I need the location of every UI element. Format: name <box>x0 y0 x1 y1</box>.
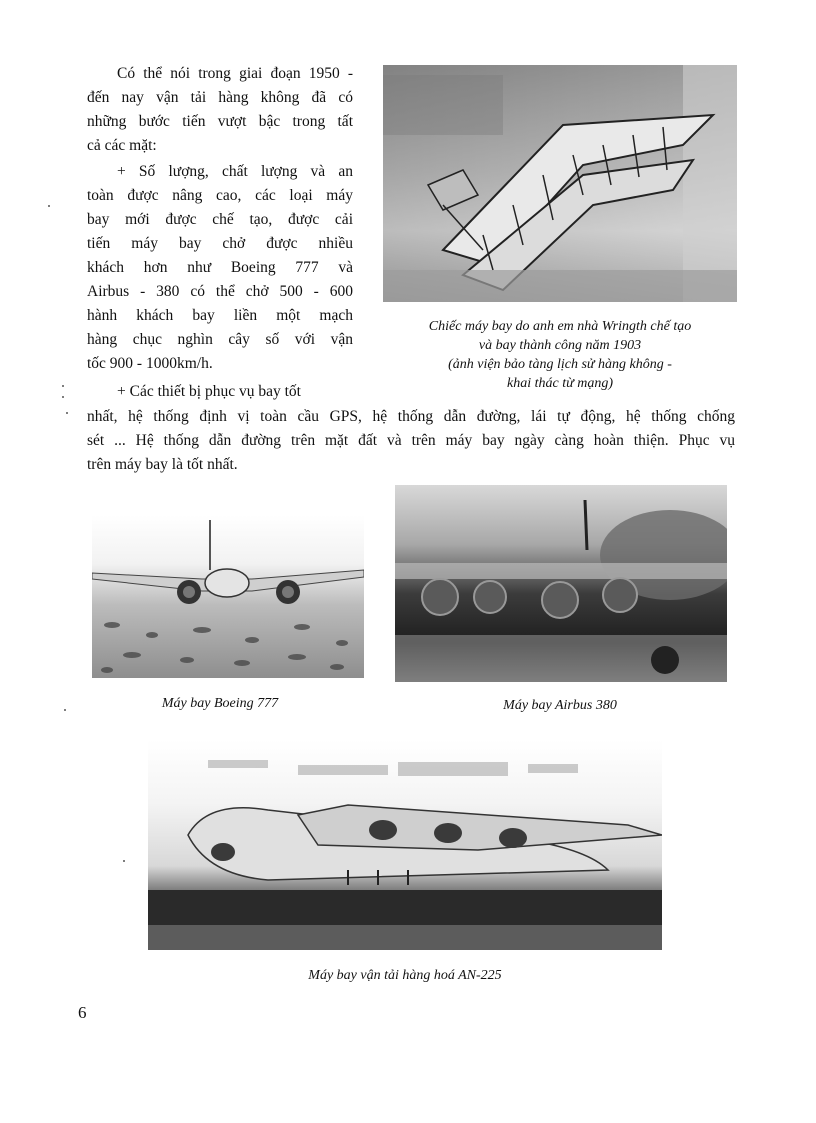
boeing-777-photo <box>92 515 364 678</box>
wright-flyer-illustration <box>383 65 737 302</box>
text-line: Airbus - 380 có thể chở 500 - 600 <box>87 283 353 300</box>
text-line: + Các thiết bị phục vụ bay tốt <box>117 383 301 400</box>
caption-line: và bay thành công năm 1903 <box>478 338 642 353</box>
scan-speck <box>123 860 125 862</box>
text-line: đến nay vận tải hàng không đã có <box>87 89 353 106</box>
boeing-777-illustration <box>92 515 364 678</box>
boeing-777-caption: Máy bay Boeing 777 <box>161 696 279 711</box>
text-line: hành khách bay liền một mạch <box>87 307 353 324</box>
text-line: tốc 900 - 1000km/h. <box>87 355 213 372</box>
wright-flyer-photo <box>383 65 737 302</box>
intro-paragraph <box>87 62 353 158</box>
text-line: sét ... Hệ thống dẫn đường trên mặt đất và trên máy bay ngày càng hoàn thiện. Phục vụ <box>87 432 735 449</box>
airbus-380-photo <box>395 485 727 682</box>
text-line: + Số lượng, chất lượng và an <box>117 163 353 180</box>
text-line: những bước tiến vượt bậc trong tất <box>87 113 353 130</box>
text-line: bay mới được chế tạo, được cải <box>87 211 353 228</box>
scan-speck <box>62 385 64 387</box>
bullet-paragraph-1 <box>87 160 353 376</box>
text-line: cả các mặt: <box>87 137 157 154</box>
text-line: toàn được nâng cao, các loại máy <box>87 187 353 204</box>
scan-speck <box>48 205 50 207</box>
an-225-photo <box>148 740 662 950</box>
wright-flyer-caption <box>380 317 740 393</box>
text-line: Có thể nói trong giai đoạn 1950 - <box>117 65 353 82</box>
text-line: hàng chục nghìn cây số với vận <box>87 331 353 348</box>
caption-line: Chiếc máy bay do anh em nhà Wringth chế tạo <box>428 319 692 334</box>
bullet-paragraph-2-start <box>117 380 357 404</box>
text-line: trên máy bay là tốt nhất. <box>87 456 238 473</box>
text-line: tiến máy bay chở được nhiều <box>87 235 353 252</box>
scan-speck <box>66 412 68 414</box>
caption-line: khai thác từ mạng) <box>506 376 613 391</box>
text-line: nhất, hệ thống định vị toàn cầu GPS, hệ thống dẫn đường, lái tự động, hệ thống chống <box>87 408 735 425</box>
text-line: khách hơn như Boeing 777 và <box>87 259 353 276</box>
scan-speck <box>62 396 64 398</box>
airbus-380-illustration <box>395 485 727 682</box>
scan-speck <box>64 709 66 711</box>
bullet-paragraph-2 <box>87 405 735 477</box>
page-number: 6 <box>78 1003 87 1022</box>
caption-line: (ảnh viện bảo tàng lịch sử hàng không - <box>448 357 672 372</box>
an-225-illustration <box>148 740 662 950</box>
an-225-caption: Máy bay vận tải hàng hoá AN-225 <box>308 968 502 983</box>
airbus-380-caption: Máy bay Airbus 380 <box>503 698 617 713</box>
